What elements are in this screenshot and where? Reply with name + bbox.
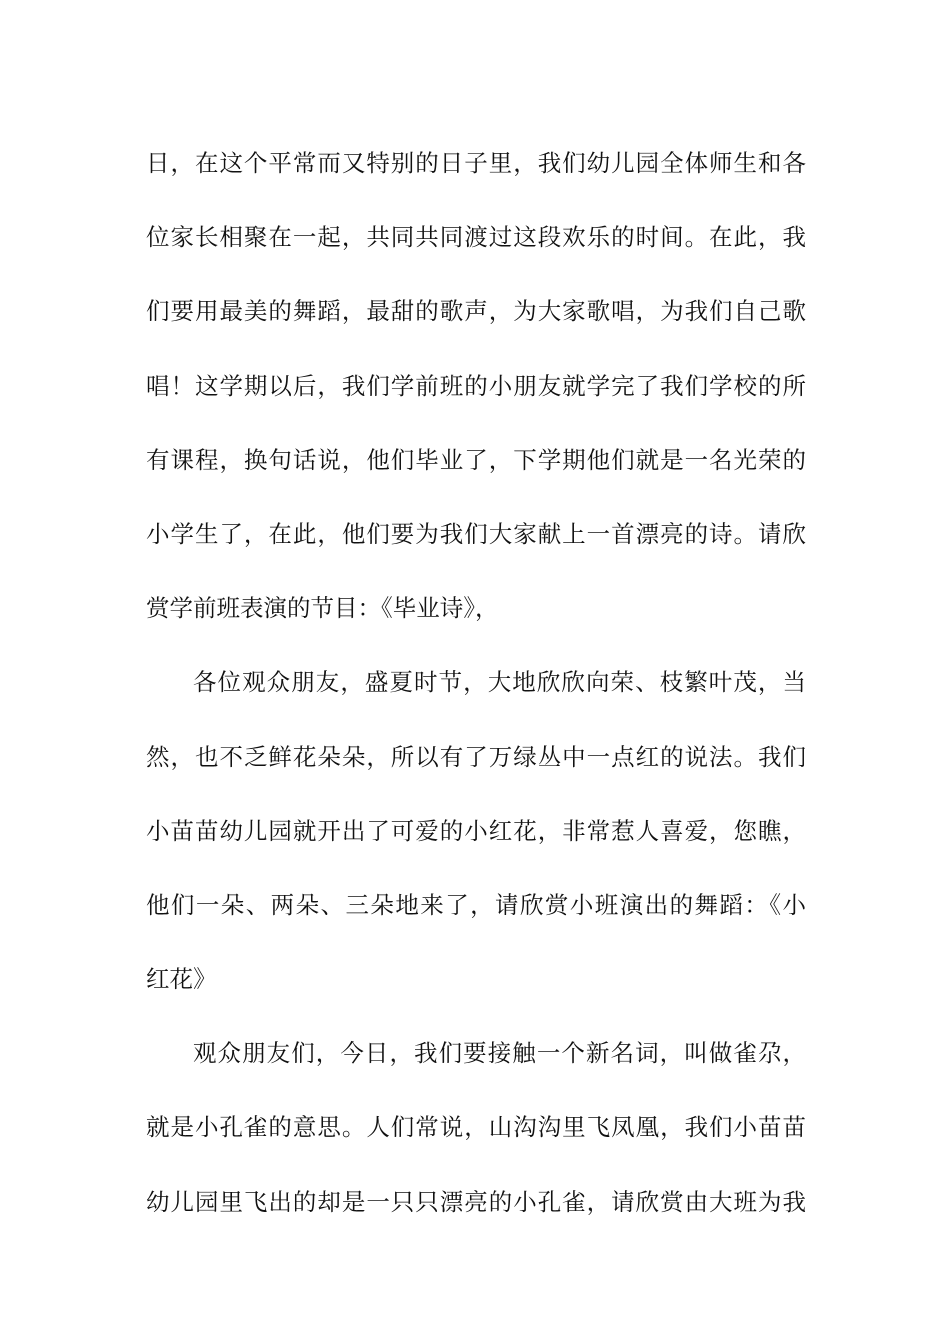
document-body xyxy=(146,126,806,1239)
text-line: 就是小孔雀的意思。人们常说，山沟沟里飞凤凰，我们小苗苗 xyxy=(146,1113,806,1142)
text-line: 他们一朵、两朵、三朵地来了，请欣赏小班演出的舞蹈：《小 xyxy=(146,890,806,919)
text-line: 有课程，换句话说，他们毕业了，下学期他们就是一名光荣的 xyxy=(146,445,806,474)
text-line: 各位观众朋友，盛夏时节，大地欣欣向荣、枝繁叶茂，当 xyxy=(193,668,806,697)
paragraph-1 xyxy=(146,126,806,645)
text-line: 位家长相聚在一起，共同共同渡过这段欢乐的时间。在此，我 xyxy=(146,223,806,252)
text-line: 日，在这个平常而又特别的日子里，我们幼儿园全体师生和各 xyxy=(146,149,806,177)
paragraph-2 xyxy=(146,645,806,1016)
text-line: 小学生了，在此，他们要为我们大家献上一首漂亮的诗。请欣 xyxy=(146,519,806,548)
text-line: 唱！这学期以后，我们学前班的小朋友就学完了我们学校的所 xyxy=(146,371,806,400)
text-line: 红花》 xyxy=(146,965,217,994)
text-line: 幼儿园里飞出的却是一只只漂亮的小孔雀，请欣赏由大班为我 xyxy=(146,1187,806,1216)
paragraph-3 xyxy=(146,1016,806,1239)
text-line: 赏学前班表演的节目：《毕业诗》， xyxy=(146,594,499,623)
text-line: 然，也不乏鲜花朵朵，所以有了万绿丛中一点红的说法。我们 xyxy=(146,742,806,771)
text-line: 们要用最美的舞蹈，最甜的歌声，为大家歌唱，为我们自己歌 xyxy=(146,297,806,326)
text-line: 观众朋友们，今日，我们要接触一个新名词，叫做雀尕， xyxy=(193,1039,806,1068)
text-line: 小苗苗幼儿园就开出了可爱的小红花，非常惹人喜爱，您瞧， xyxy=(146,816,806,845)
